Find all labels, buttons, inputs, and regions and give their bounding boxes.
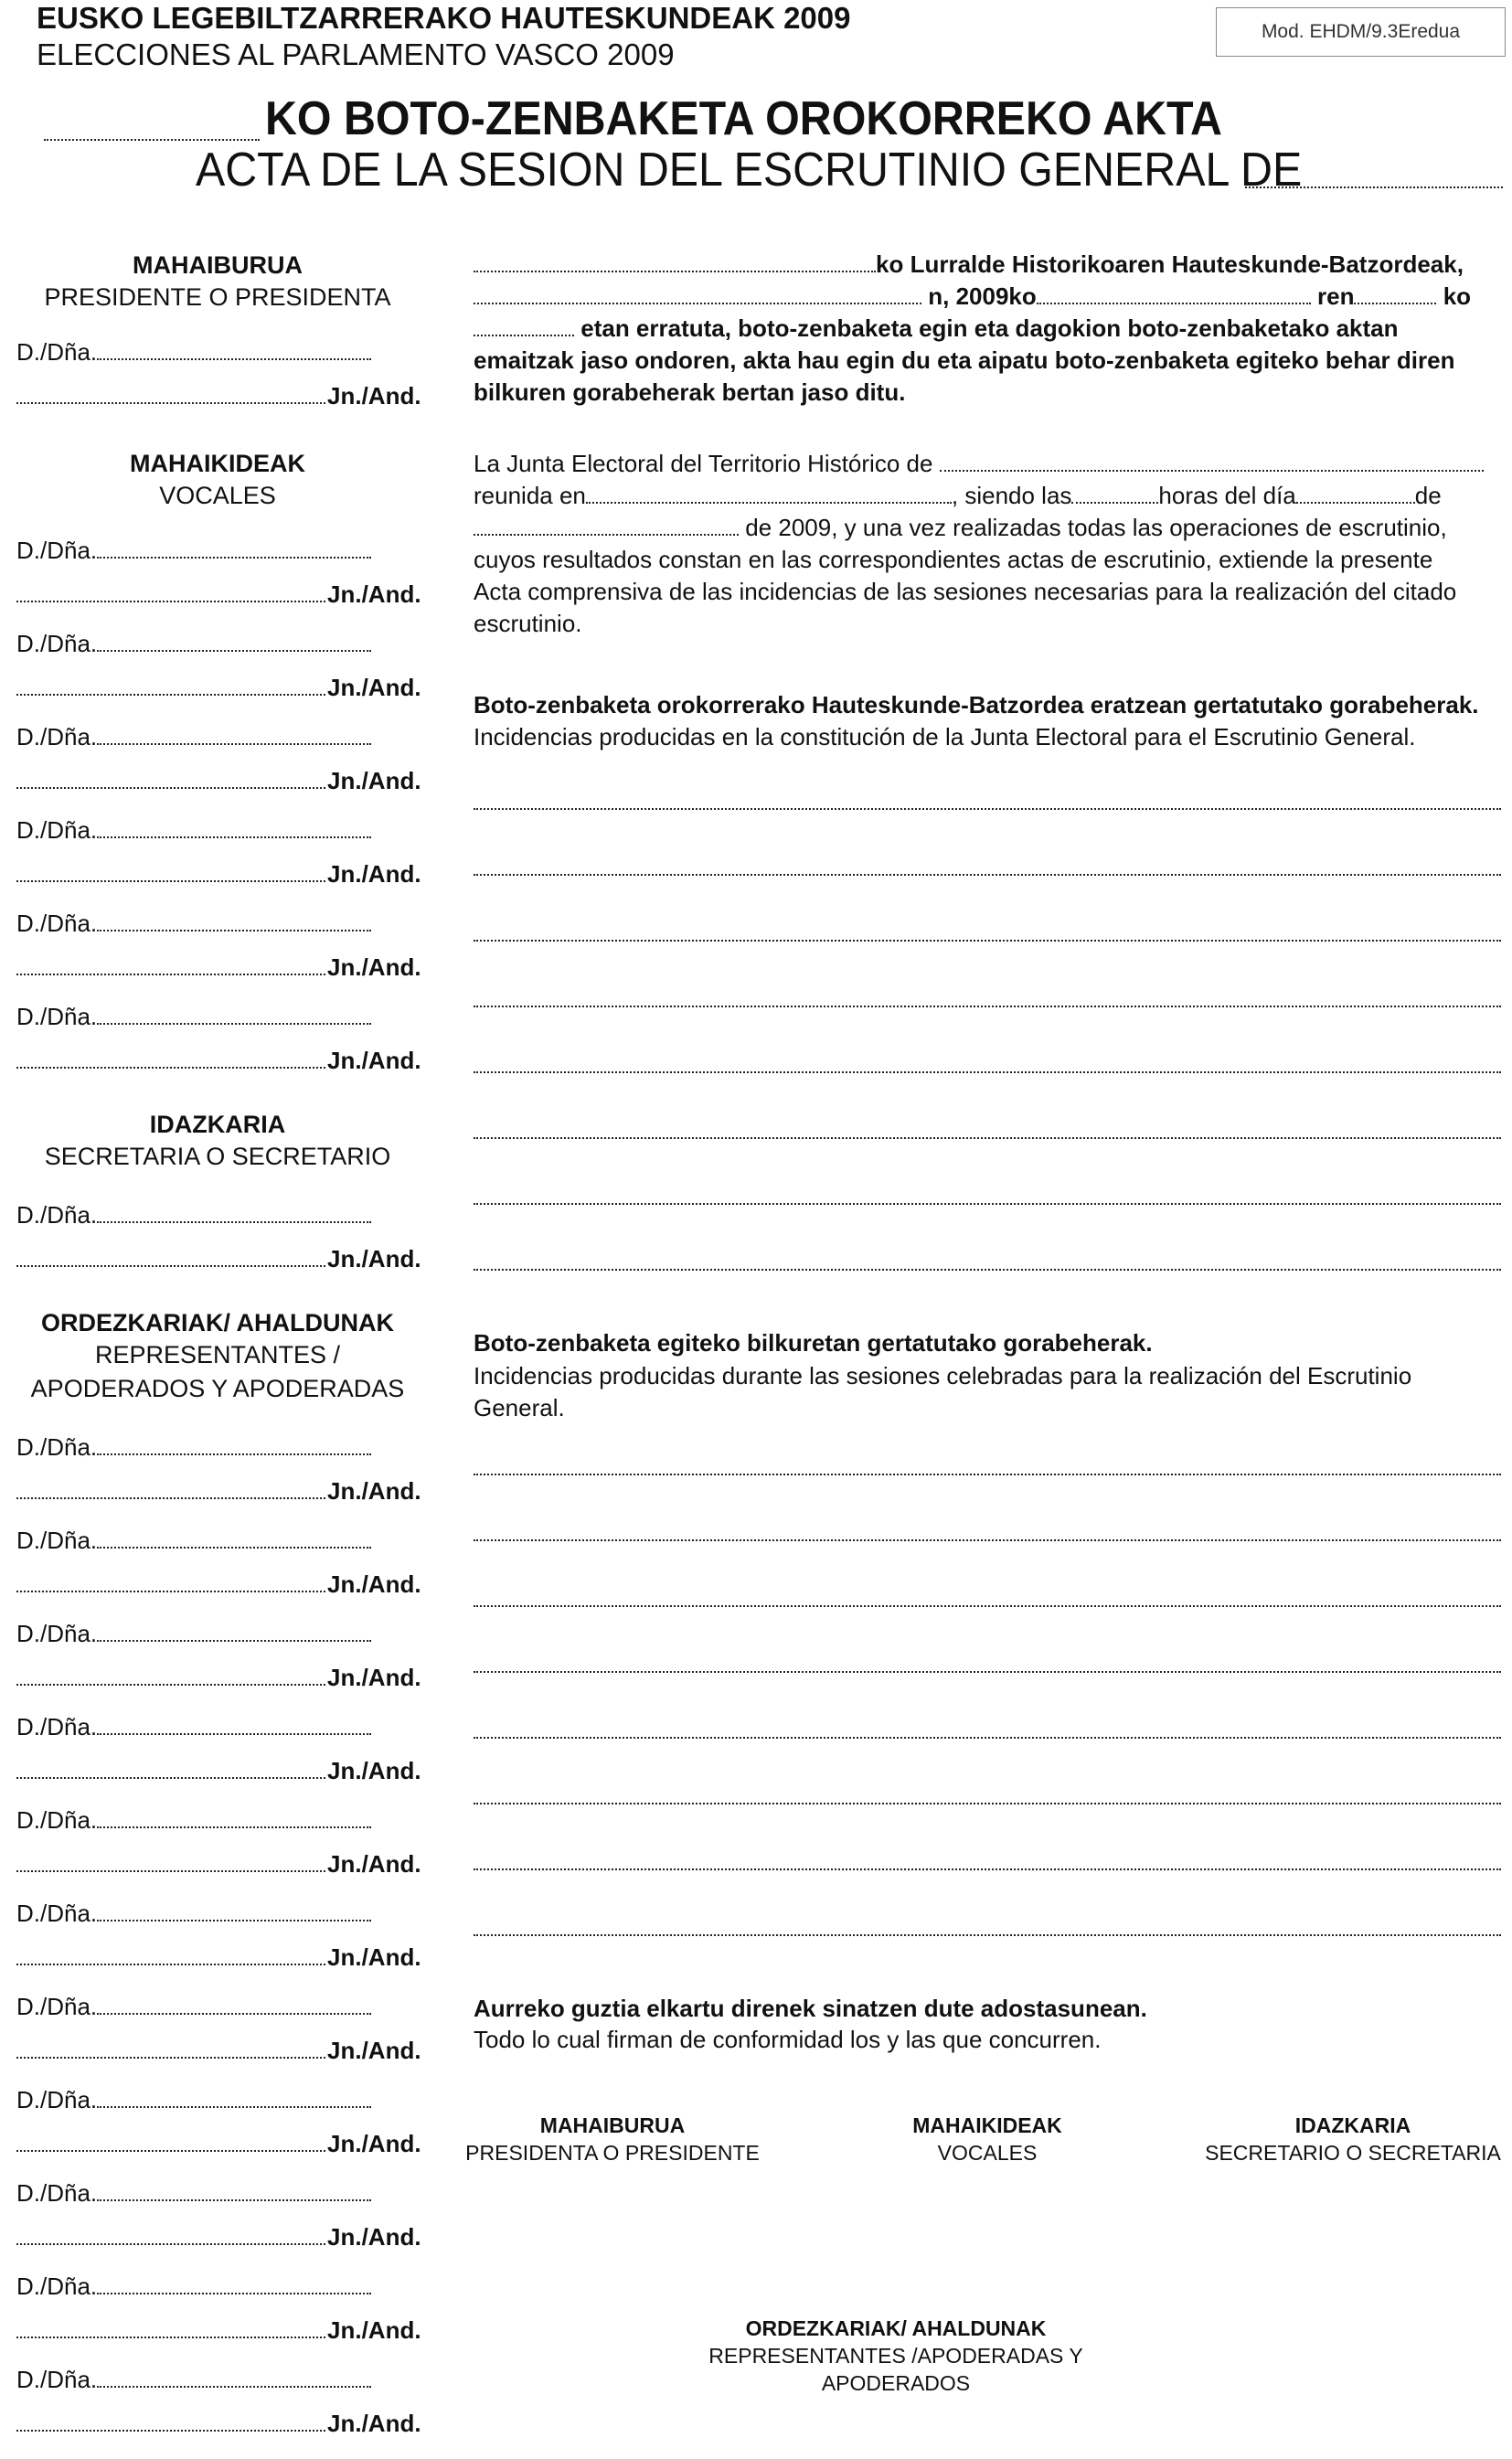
name-field[interactable]: [97, 1733, 371, 1735]
name-field[interactable]: [97, 2293, 371, 2294]
sig-vocales-caption: [850, 2112, 1124, 2166]
act-title-eu: KO BOTO-ZENBAKETA OROKORREKO AKTA: [265, 92, 1222, 145]
vocal-signature-block[interactable]: [16, 1003, 426, 1096]
incidents-1-line[interactable]: [474, 808, 1501, 810]
jn-label: Jn./And.: [327, 2130, 421, 2157]
dna-label: D./Dña.: [16, 1620, 98, 1647]
dna-label: D./Dña.: [16, 2273, 98, 2300]
incidents-2-line[interactable]: [474, 1605, 1501, 1607]
incidents-2-line[interactable]: [474, 1539, 1501, 1541]
secretary-heading-es: SECRETARIA O SECRETARIO: [44, 1143, 391, 1170]
name-field[interactable]: [97, 930, 371, 931]
incidents-1-line[interactable]: [474, 1137, 1501, 1139]
sig-secretary-es: SECRETARIO O SECRETARIA: [1205, 2141, 1501, 2165]
incidents-1-line[interactable]: [474, 1203, 1501, 1205]
signature-field[interactable]: [16, 1777, 325, 1779]
incidents-1-heading-eu: Boto-zenbaketa orokorrerako Hauteskunde-Batzordea eratzean gertatutako gorabeherak.: [474, 691, 1479, 719]
dna-label: D./Dña.: [16, 1900, 98, 1927]
signature-field[interactable]: [16, 1497, 325, 1499]
reps-heading-es-1: REPRESENTANTES /: [94, 1341, 341, 1368]
signature-statement-eu: Aurreko guztia elkartu direnek sinatzen dute adostasunean.: [474, 1995, 1147, 2022]
jn-label: Jn./And.: [327, 2410, 421, 2437]
president-signature-block[interactable]: [16, 338, 426, 431]
reps-heading-eu: ORDEZKARIAK/ AHALDUNAK: [41, 1309, 394, 1336]
rep-signature-block[interactable]: [16, 1993, 426, 2086]
jn-label: Jn./And.: [327, 382, 421, 410]
jn-label: Jn./And.: [327, 1850, 421, 1878]
dna-label: D./Dña.: [16, 1527, 98, 1554]
intro-eu-line-2c: ko: [1443, 282, 1472, 310]
incidents-2-line[interactable]: [474, 1671, 1501, 1673]
intro-eu-line-2a: n, 2009ko: [928, 282, 1037, 310]
model-code-box: Mod. EHDM/9.3Eredua: [1216, 7, 1506, 57]
intro-eu-line-4: emaitzak jaso ondoren, akta hau egin du eta aipatu boto-zenbaketa egiteko behar diren: [474, 346, 1455, 374]
rep-signature-block[interactable]: [16, 1806, 426, 1900]
intro-es-line-1: La Junta Electoral del Territorio Histórico de: [474, 450, 933, 477]
rep-signature-block[interactable]: [16, 1900, 426, 1993]
signature-field[interactable]: [16, 2337, 325, 2338]
signature-field[interactable]: [16, 787, 325, 789]
signature-field[interactable]: [16, 1870, 325, 1872]
election-title-eu: EUSKO LEGEBILTZARRERAKO HAUTESKUNDEAK 2009: [37, 1, 851, 35]
name-field[interactable]: [97, 1221, 371, 1223]
jn-label: Jn./And.: [327, 1664, 421, 1691]
incidents-2-line[interactable]: [474, 1934, 1501, 1936]
intro-es-line-2b: , siendo las: [951, 482, 1072, 509]
incidents-1-line[interactable]: [474, 940, 1501, 942]
dna-label: D./Dña.: [16, 1993, 98, 2020]
vocal-signature-block[interactable]: [16, 723, 426, 816]
dna-label: D./Dña.: [16, 723, 98, 750]
name-field[interactable]: [97, 2199, 371, 2201]
dna-label: D./Dña.: [16, 910, 98, 937]
incidents-2-line[interactable]: [474, 1803, 1501, 1804]
dna-label: D./Dña.: [16, 1201, 98, 1229]
dna-label: D./Dña.: [16, 1003, 98, 1030]
signature-field[interactable]: [16, 2057, 325, 2059]
sig-president-caption: [462, 2112, 763, 2166]
act-place-field[interactable]: [44, 93, 260, 141]
intro-paragraph-es: [474, 448, 1501, 640]
sig-reps-eu: ORDEZKARIAK/ AHALDUNAK: [745, 2316, 1047, 2340]
intro-es-line-2d: de: [1414, 482, 1442, 509]
hour-field-es[interactable]: [1071, 502, 1158, 504]
rep-signature-block[interactable]: [16, 2273, 426, 2366]
vocales-heading-eu: MAHAIKIDEAK: [130, 450, 305, 477]
signature-field[interactable]: [16, 1067, 325, 1069]
name-field[interactable]: [97, 1547, 371, 1549]
jn-label: Jn./And.: [327, 953, 421, 981]
incidents-2-heading-es-2: General.: [474, 1394, 565, 1421]
incidents-2-line[interactable]: [474, 1474, 1501, 1475]
incidents-2-heading-es-1: Incidencias producidas durante las sesiones celebradas para la realización del Escrutinio: [474, 1362, 1412, 1389]
jn-label: Jn./And.: [327, 674, 421, 701]
name-field[interactable]: [97, 1826, 371, 1828]
signature-field[interactable]: [16, 1964, 325, 1965]
territory-field[interactable]: [474, 271, 876, 272]
president-heading-eu: MAHAIBURUA: [133, 251, 303, 279]
name-field[interactable]: [97, 1920, 371, 1921]
sig-vocales-es: VOCALES: [937, 2141, 1038, 2165]
jn-label: Jn./And.: [327, 1245, 421, 1272]
rep-signature-block[interactable]: [16, 1433, 426, 1527]
intro-es-line-3: de 2009, y una vez realizadas todas las operaciones de escrutinio,: [745, 514, 1447, 541]
name-field[interactable]: [97, 2013, 371, 2015]
dna-label: D./Dña.: [16, 1433, 98, 1461]
dna-label: D./Dña.: [16, 1806, 98, 1834]
jn-label: Jn./And.: [327, 1757, 421, 1784]
day-field[interactable]: [1354, 303, 1436, 304]
reps-heading-es-2: APODERADOS Y APODERADAS: [30, 1375, 405, 1402]
president-heading-es: PRESIDENTE O PRESIDENTA: [44, 283, 391, 311]
name-field[interactable]: [97, 650, 371, 652]
jn-label: Jn./And.: [327, 1943, 421, 1971]
day-field-es[interactable]: [1296, 502, 1415, 504]
place-field-es[interactable]: [586, 502, 952, 504]
signature-statement-es: Todo lo cual firman de conformidad los y las que concurren.: [474, 2026, 1102, 2053]
hour-field[interactable]: [474, 335, 574, 336]
dna-label: D./Dña.: [16, 630, 98, 657]
month-field-es[interactable]: [474, 534, 739, 536]
jn-label: Jn./And.: [327, 860, 421, 888]
name-field[interactable]: [97, 1023, 371, 1025]
intro-paragraph-eu: [474, 249, 1501, 409]
dna-label: D./Dña.: [16, 2086, 98, 2113]
signature-field[interactable]: [16, 2243, 325, 2245]
vocal-signature-block[interactable]: [16, 630, 426, 723]
sig-reps-caption: [640, 2315, 1152, 2397]
intro-eu-line-1: ko Lurralde Historikoaren Hauteskunde-Batzordeak,: [876, 250, 1464, 278]
vocales-heading-es: VOCALES: [159, 482, 276, 509]
jn-label: Jn./And.: [327, 1477, 421, 1505]
dna-label: D./Dña.: [16, 816, 98, 844]
name-field[interactable]: [97, 2386, 371, 2388]
sig-vocales-eu: MAHAIKIDEAK: [912, 2113, 1062, 2137]
incidents-2-heading-eu: Boto-zenbaketa egiteko bilkuretan gertatutako gorabeherak.: [474, 1329, 1153, 1357]
name-field[interactable]: [97, 557, 371, 559]
dna-label: D./Dña.: [16, 2366, 98, 2393]
dna-label: D./Dña.: [16, 338, 98, 366]
signature-field[interactable]: [16, 402, 325, 404]
incidents-1-heading-es: Incidencias producidas en la constitución de la Junta Electoral para el Escrutinio General.: [474, 723, 1416, 750]
incidents-1-line[interactable]: [474, 874, 1501, 876]
jn-label: Jn./And.: [327, 2037, 421, 2064]
act-title-es: ACTA DE LA SESION DEL ESCRUTINIO GENERAL DE: [196, 144, 1303, 197]
jn-label: Jn./And.: [327, 2223, 421, 2251]
secretary-heading-eu: IDAZKARIA: [149, 1111, 286, 1138]
sig-president-es: PRESIDENTA O PRESIDENTE: [465, 2141, 760, 2165]
sig-secretary-caption: [1198, 2112, 1508, 2166]
incidents-1-line[interactable]: [474, 1269, 1501, 1271]
signature-field[interactable]: [16, 880, 325, 882]
signature-field[interactable]: [16, 601, 325, 602]
name-field[interactable]: [97, 358, 371, 360]
month-field[interactable]: [1037, 303, 1311, 304]
jn-label: Jn./And.: [327, 2316, 421, 2344]
signature-field[interactable]: [16, 1265, 325, 1267]
name-field[interactable]: [97, 2106, 371, 2108]
signature-field[interactable]: [16, 2430, 325, 2432]
signature-field[interactable]: [16, 1591, 325, 1592]
intro-eu-line-3: etan erratuta, boto-zenbaketa egin eta dagokion boto-zenbaketako aktan: [580, 314, 1399, 342]
rep-signature-block[interactable]: [16, 1713, 426, 1806]
intro-es-line-5: Acta comprensiva de las incidencias de las sesiones necesarias para la realización del citado: [474, 578, 1457, 605]
jn-label: Jn./And.: [327, 580, 421, 608]
election-title-es: ELECCIONES AL PARLAMENTO VASCO 2009: [37, 37, 675, 71]
name-field[interactable]: [97, 836, 371, 838]
vocal-signature-block[interactable]: [16, 910, 426, 1003]
dna-label: D./Dña.: [16, 1713, 98, 1740]
place-field[interactable]: [474, 303, 921, 304]
signature-field[interactable]: [16, 974, 325, 975]
intro-es-line-2c: horas del día: [1158, 482, 1296, 509]
rep-signature-block[interactable]: [16, 1620, 426, 1713]
intro-es-line-2a: reunida en: [474, 482, 586, 509]
dna-label: D./Dña.: [16, 2179, 98, 2207]
rep-signature-block[interactable]: [16, 1527, 426, 1620]
sig-secretary-eu: IDAZKARIA: [1294, 2113, 1411, 2137]
dna-label: D./Dña.: [16, 537, 98, 564]
secretary-signature-block[interactable]: [16, 1201, 426, 1294]
signature-field[interactable]: [16, 2150, 325, 2152]
incidents-2-line[interactable]: [474, 1737, 1501, 1739]
sig-reps-es: REPRESENTANTES /APODERADAS Y APODERADOS: [708, 2344, 1083, 2395]
intro-eu-line-2b: ren: [1316, 282, 1355, 310]
sig-president-eu: MAHAIBURUA: [539, 2113, 686, 2137]
intro-eu-line-5: bilkuren gorabeherak bertan jaso ditu.: [474, 378, 906, 406]
incidents-2-line[interactable]: [474, 1868, 1501, 1870]
rep-signature-block[interactable]: [16, 2179, 426, 2273]
act-place-field-es[interactable]: [1245, 165, 1503, 188]
name-field[interactable]: [97, 1640, 371, 1642]
signature-field[interactable]: [16, 1684, 325, 1686]
name-field[interactable]: [97, 743, 371, 745]
jn-label: Jn./And.: [327, 1047, 421, 1074]
rep-signature-block[interactable]: [16, 2366, 426, 2459]
jn-label: Jn./And.: [327, 767, 421, 794]
jn-label: Jn./And.: [327, 1570, 421, 1598]
intro-es-line-4: cuyos resultados constan en las correspondientes actas de escrutinio, extiende la presente: [474, 546, 1433, 573]
territory-field-es[interactable]: [940, 470, 1484, 472]
intro-es-line-6: escrutinio.: [474, 610, 582, 637]
name-field[interactable]: [97, 1453, 371, 1455]
signature-field[interactable]: [16, 694, 325, 696]
vocal-signature-block[interactable]: [16, 537, 426, 630]
vocal-signature-block[interactable]: [16, 816, 426, 910]
incidents-1-line[interactable]: [474, 1071, 1501, 1073]
incidents-1-line[interactable]: [474, 1006, 1501, 1007]
rep-signature-block[interactable]: [16, 2086, 426, 2179]
